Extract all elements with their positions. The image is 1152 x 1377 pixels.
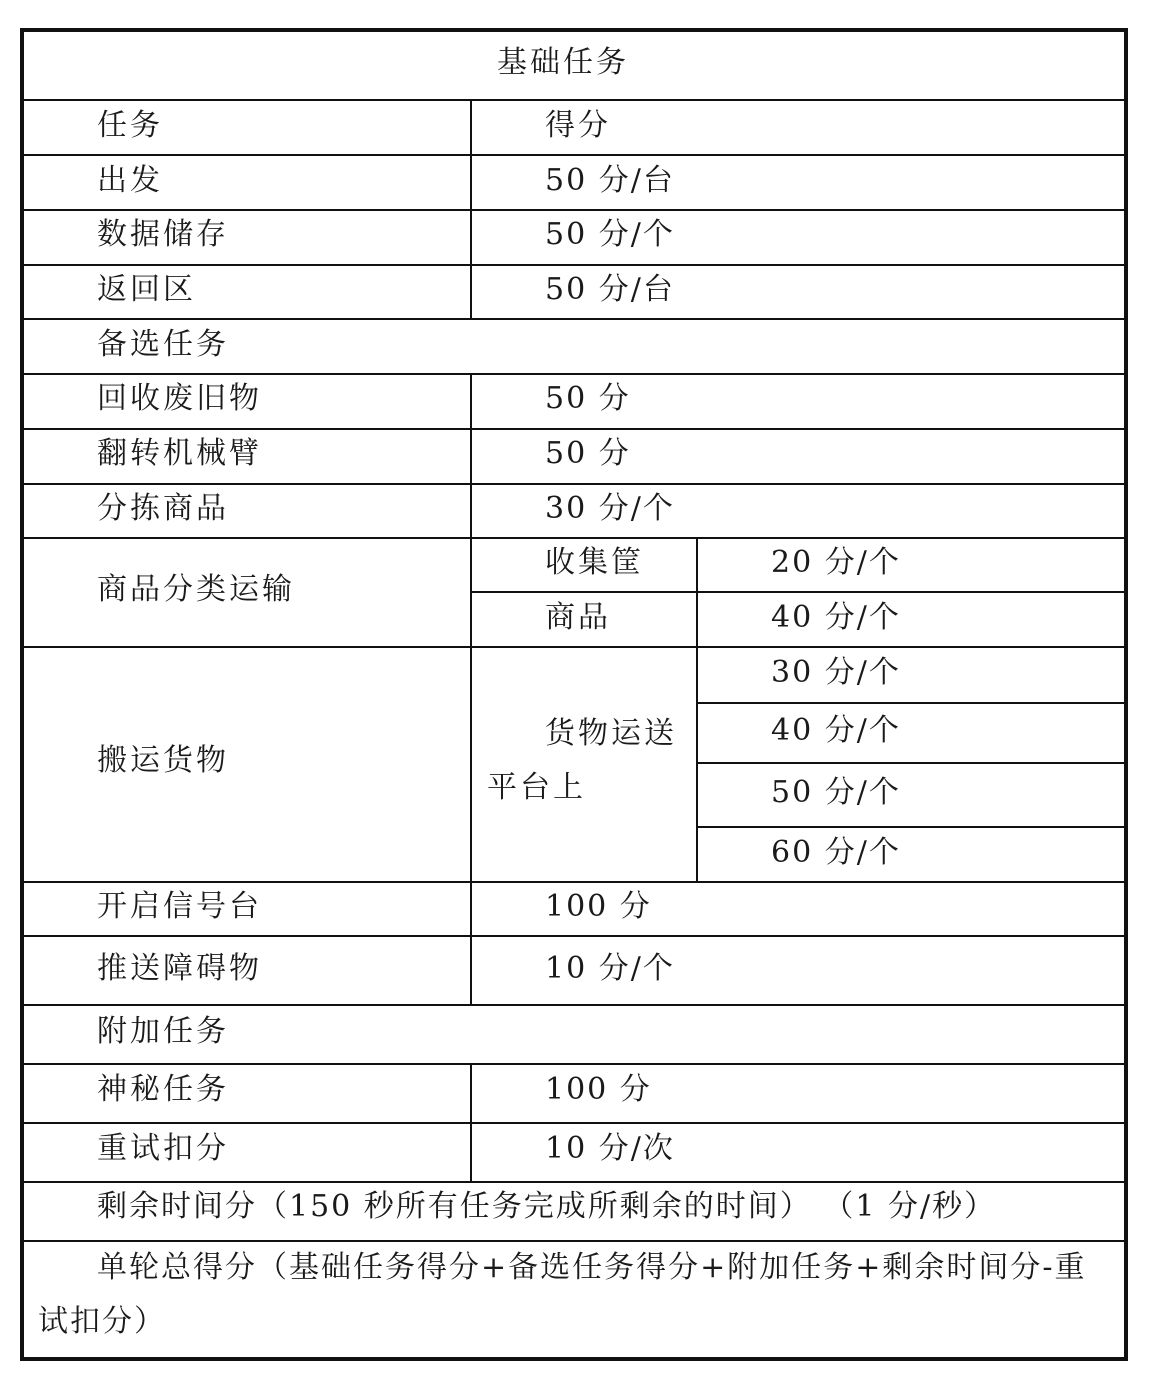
row-divider xyxy=(22,209,1126,211)
total-score-rule-cont: 试扣分） xyxy=(38,1304,166,1339)
task-name: 出发 xyxy=(97,163,163,198)
task-name: 重试扣分 xyxy=(97,1131,229,1166)
row-divider xyxy=(22,1181,1126,1183)
sub-task: 商品 xyxy=(545,600,611,635)
header-score: 得分 xyxy=(545,108,611,143)
row-divider xyxy=(697,702,1126,704)
section-title-optional: 备选任务 xyxy=(97,327,229,362)
row-divider xyxy=(22,537,1126,539)
row-divider xyxy=(22,154,1126,156)
header-task: 任务 xyxy=(97,108,163,143)
task-score: 30 分/个 xyxy=(545,491,675,526)
task-name: 推送障碍物 xyxy=(97,951,262,986)
task-score: 100 分 xyxy=(545,1072,652,1107)
task-score: 10 分/次 xyxy=(545,1131,675,1166)
total-score-rule: 单轮总得分（基础任务得分+备选任务得分+附加任务+剩余时间分-重 xyxy=(97,1250,1087,1285)
row-divider xyxy=(22,1004,1126,1006)
row-divider xyxy=(22,646,1126,648)
column-divider xyxy=(696,537,698,882)
remaining-time-rule: 剩余时间分（150 秒所有任务完成所剩余的时间） （1 分/秒） xyxy=(97,1189,997,1224)
row-divider xyxy=(22,1122,1126,1124)
row-divider xyxy=(471,591,1126,593)
sub-score: 30 分/个 xyxy=(771,655,901,690)
sub-score: 20 分/个 xyxy=(771,545,901,580)
task-score: 50 分 xyxy=(545,436,631,471)
sub-score: 40 分/个 xyxy=(771,713,901,748)
task-score: 100 分 xyxy=(545,889,652,924)
task-score: 50 分/个 xyxy=(545,217,675,252)
row-divider xyxy=(22,264,1126,266)
column-divider xyxy=(470,99,472,319)
task-name: 神秘任务 xyxy=(97,1072,229,1107)
task-score: 50 分/台 xyxy=(545,163,675,198)
task-name: 分拣商品 xyxy=(97,491,229,526)
row-divider xyxy=(697,826,1126,828)
row-divider xyxy=(22,1240,1126,1242)
column-divider xyxy=(470,1063,472,1182)
sub-score: 60 分/个 xyxy=(771,835,901,870)
task-score: 50 分 xyxy=(545,381,631,416)
sub-score: 50 分/个 xyxy=(771,775,901,810)
task-name: 商品分类运输 xyxy=(97,572,295,607)
task-name: 开启信号台 xyxy=(97,889,262,924)
row-divider xyxy=(22,483,1126,485)
sub-score: 40 分/个 xyxy=(771,600,901,635)
task-name: 数据储存 xyxy=(97,217,229,252)
task-score: 10 分/个 xyxy=(545,951,675,986)
task-name: 翻转机械臂 xyxy=(97,436,262,471)
task-score: 50 分/台 xyxy=(545,272,675,307)
column-divider xyxy=(470,373,472,1006)
row-divider xyxy=(22,373,1126,375)
row-divider xyxy=(697,762,1126,764)
task-name: 返回区 xyxy=(97,272,196,307)
section-title-extra: 附加任务 xyxy=(97,1014,229,1049)
task-name: 搬运货物 xyxy=(97,743,229,778)
row-divider xyxy=(22,428,1126,430)
row-divider xyxy=(22,318,1126,320)
row-divider xyxy=(22,881,1126,883)
sub-task: 收集筐 xyxy=(545,545,644,580)
sub-task: 平台上 xyxy=(487,770,586,805)
row-divider xyxy=(22,935,1126,937)
task-name: 回收废旧物 xyxy=(97,381,262,416)
sub-task: 货物运送 xyxy=(545,716,677,751)
table-title: 基础任务 xyxy=(497,45,629,80)
row-divider xyxy=(22,99,1126,101)
row-divider xyxy=(22,1063,1126,1065)
